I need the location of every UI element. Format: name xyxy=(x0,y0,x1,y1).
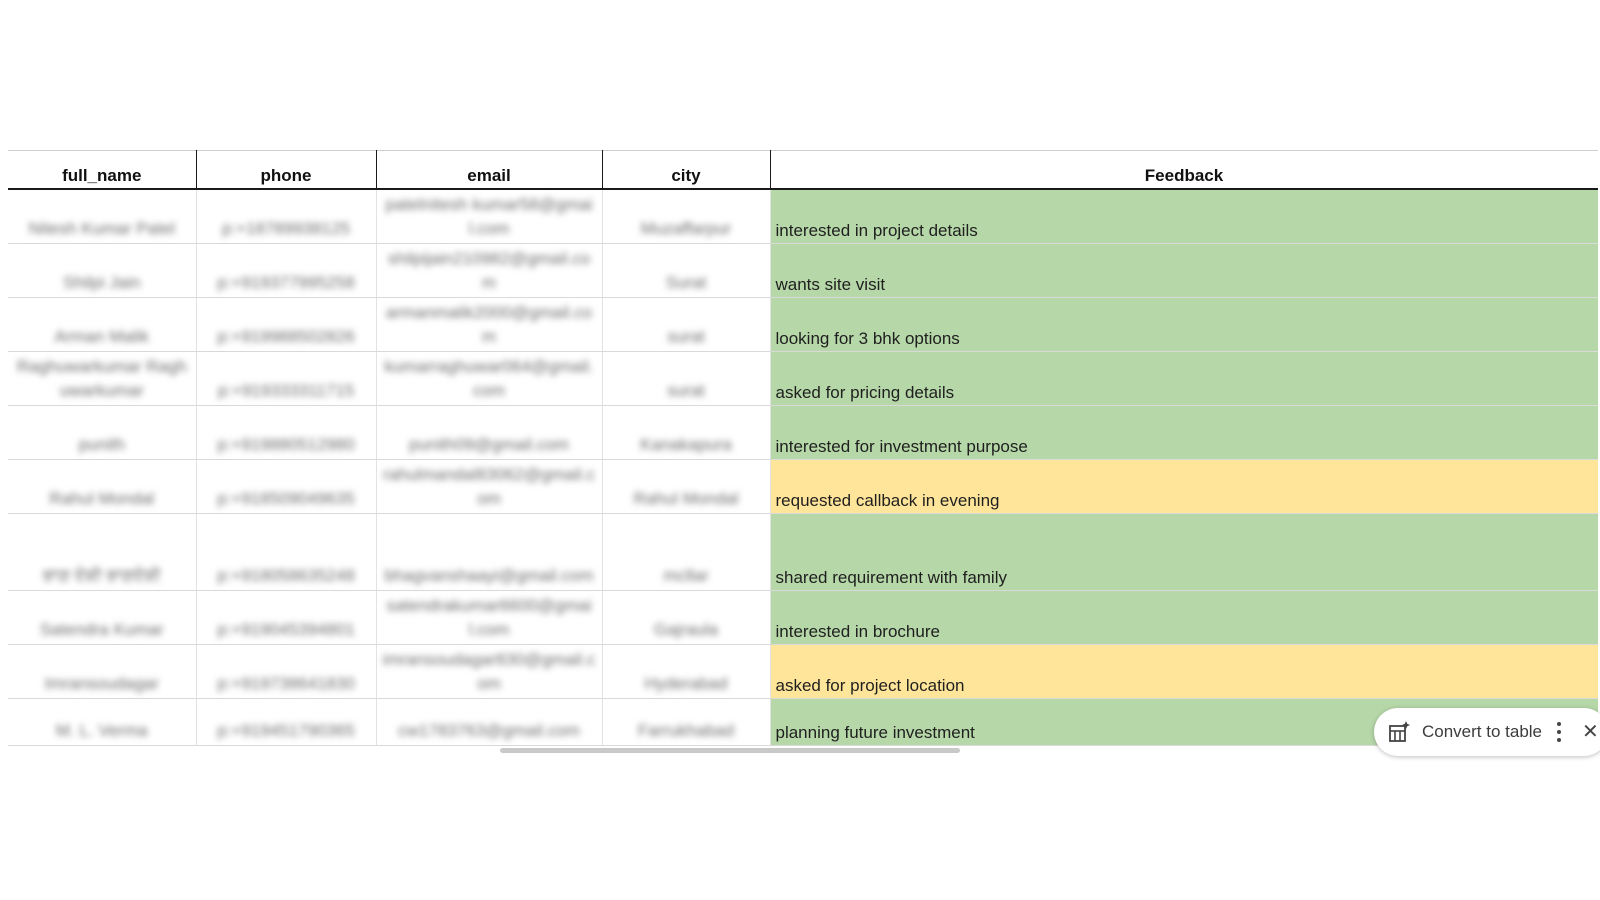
cell-phone[interactable]: p:+918509049635 xyxy=(196,460,376,514)
cell-city[interactable]: Hyderabad xyxy=(602,645,770,699)
header-city[interactable]: city xyxy=(602,151,770,190)
cell-phone[interactable]: p:+919045394801 xyxy=(196,591,376,645)
cell-phone[interactable]: p:+919377995258 xyxy=(196,244,376,298)
cell-feedback[interactable]: interested for investment purpose xyxy=(770,406,1598,460)
close-icon[interactable]: ✕ xyxy=(1582,721,1599,743)
cell-email[interactable]: shilpijain210982@gmail.com xyxy=(376,244,602,298)
cell-city[interactable]: surat xyxy=(602,298,770,352)
table-row xyxy=(8,460,1598,514)
convert-to-table-label[interactable]: Convert to table xyxy=(1422,722,1543,741)
table-row xyxy=(8,298,1598,352)
cell-phone[interactable]: p:+919333311715 xyxy=(196,352,376,406)
table-row xyxy=(8,514,1598,591)
cell-full-name[interactable]: Nitesh Kumar Patel xyxy=(8,189,196,244)
cell-phone[interactable]: p:+919738641830 xyxy=(196,645,376,699)
cell-email[interactable]: kumarraghuwar064@gmail.com xyxy=(376,352,602,406)
spreadsheet-grid xyxy=(8,150,1598,754)
cell-feedback[interactable]: shared requirement with family xyxy=(770,514,1598,591)
table-sparkle-icon xyxy=(1388,721,1410,743)
cell-email[interactable]: punith09@gmail.com xyxy=(376,406,602,460)
cell-full-name[interactable]: punith xyxy=(8,406,196,460)
horizontal-scrollbar[interactable] xyxy=(500,748,960,753)
cell-city[interactable]: surat xyxy=(602,352,770,406)
cell-full-name[interactable]: Imransoudagar xyxy=(8,645,196,699)
table-row xyxy=(8,406,1598,460)
cell-phone[interactable]: p:+18789938125 xyxy=(196,189,376,244)
table-row xyxy=(8,189,1598,244)
cell-feedback[interactable]: planning future investment xyxy=(770,699,1598,746)
cell-email[interactable]: rahulmandal83062@gmail.com xyxy=(376,460,602,514)
cell-phone[interactable]: p:+918058635248 xyxy=(196,514,376,591)
header-phone[interactable]: phone xyxy=(196,151,376,190)
cell-email[interactable]: cw1783763@gmail.com xyxy=(376,699,602,746)
cell-feedback[interactable]: interested in brochure xyxy=(770,591,1598,645)
convert-to-table-chip[interactable] xyxy=(1374,708,1600,756)
table-row xyxy=(8,244,1598,298)
table-row xyxy=(8,645,1598,699)
cell-full-name[interactable]: Raghuwarkumar Raghuwarkumar xyxy=(8,352,196,406)
cell-city[interactable]: Farrukhabad xyxy=(602,699,770,746)
cell-full-name[interactable]: Arman Malik xyxy=(8,298,196,352)
cell-feedback[interactable]: wants site visit xyxy=(770,244,1598,298)
header-row xyxy=(8,151,1598,190)
table-row xyxy=(8,591,1598,645)
cell-city[interactable]: Muzaffarpur xyxy=(602,189,770,244)
cell-email[interactable]: satendrakumar6600@gmail.com xyxy=(376,591,602,645)
header-feedback[interactable]: Feedback xyxy=(770,151,1598,190)
cell-full-name[interactable]: Shilpi Jain xyxy=(8,244,196,298)
cell-full-name[interactable]: Satendra Kumar xyxy=(8,591,196,645)
cell-email[interactable]: patelnitesh kumar58@gmail.com xyxy=(376,189,602,244)
table-row xyxy=(8,699,1598,746)
cell-city[interactable]: Surat xyxy=(602,244,770,298)
cell-feedback[interactable]: interested in project details xyxy=(770,189,1598,244)
header-full-name[interactable]: full_name xyxy=(8,151,196,190)
cell-phone[interactable]: p:+919451790365 xyxy=(196,699,376,746)
cell-city[interactable]: Kanakapura xyxy=(602,406,770,460)
cell-phone[interactable]: p:+919988502826 xyxy=(196,298,376,352)
cell-feedback[interactable]: asked for pricing details xyxy=(770,352,1598,406)
cell-email[interactable]: armanmalik2000@gmail.com xyxy=(376,298,602,352)
header-email[interactable]: email xyxy=(376,151,602,190)
cell-full-name[interactable]: ਭਾਗ ਵੰਸ਼ੀ ਭਾਗਵੰਸ਼ੀ xyxy=(8,514,196,591)
data-table xyxy=(8,150,1598,746)
cell-feedback[interactable]: asked for project location xyxy=(770,645,1598,699)
table-row xyxy=(8,352,1598,406)
cell-city[interactable]: mcllar xyxy=(602,514,770,591)
cell-full-name[interactable]: M. L. Verma xyxy=(8,699,196,746)
cell-city[interactable]: Rahul Mondal xyxy=(602,460,770,514)
cell-full-name[interactable]: Rahul Mondal xyxy=(8,460,196,514)
cell-email[interactable]: imransoudagar830@gmail.com xyxy=(376,645,602,699)
cell-feedback[interactable]: looking for 3 bhk options xyxy=(770,298,1598,352)
cell-phone[interactable]: p:+919880512980 xyxy=(196,406,376,460)
cell-email[interactable]: bhagvanshaayi@gmail.com xyxy=(376,514,602,591)
more-options-icon[interactable] xyxy=(1556,720,1562,744)
cell-feedback[interactable]: requested callback in evening xyxy=(770,460,1598,514)
cell-city[interactable]: Gajraula xyxy=(602,591,770,645)
